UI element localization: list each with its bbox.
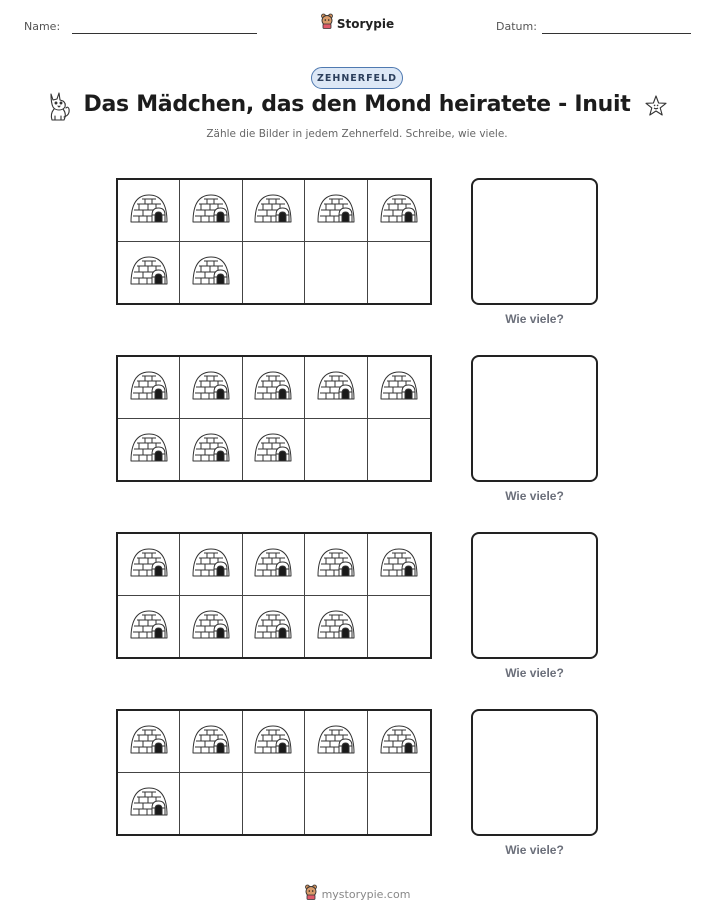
ten-frame-cell [368, 596, 430, 658]
igloo-icon [129, 430, 169, 469]
answer-label-1: Wie viele? [505, 312, 564, 326]
ten-frame-4 [116, 709, 432, 836]
igloo-icon [253, 545, 293, 584]
ten-frame-cell [368, 534, 430, 596]
ten-frame-cell [368, 773, 430, 835]
igloo-icon [379, 722, 419, 761]
ten-frame-cell [180, 773, 242, 835]
ten-frame-cell [118, 242, 180, 304]
ten-frame-cell [305, 357, 367, 419]
instructions: Zähle die Bilder in jedem Zehnerfeld. Schreibe, wie viele. [206, 128, 508, 140]
ten-frame-cell [118, 711, 180, 773]
answer-label-4: Wie viele? [505, 843, 564, 857]
igloo-icon [191, 722, 231, 761]
igloo-icon [253, 368, 293, 407]
ten-frame-cell [305, 242, 367, 304]
ten-frame-cell [243, 596, 305, 658]
ten-frame-cell [118, 773, 180, 835]
ten-frame-cell [305, 180, 367, 242]
ten-frame-cell [368, 180, 430, 242]
igloo-icon [253, 191, 293, 230]
brand-logo [0, 13, 714, 34]
ten-frame-cell [243, 357, 305, 419]
ten-frame-cell [118, 357, 180, 419]
igloo-icon [129, 722, 169, 761]
ten-frame-cell [368, 419, 430, 481]
ten-frame-cell [305, 419, 367, 481]
ten-frame-cell [305, 711, 367, 773]
date-line[interactable] [542, 33, 691, 34]
footer-url: mystorypie.com [321, 888, 411, 901]
igloo-icon [379, 545, 419, 584]
ten-frame-cell [368, 711, 430, 773]
ten-frame-cell [243, 419, 305, 481]
ten-frame-3 [116, 532, 432, 659]
ten-frame-1 [116, 178, 432, 305]
igloo-icon [129, 253, 169, 292]
igloo-icon [316, 722, 356, 761]
name-label: Name: [24, 20, 61, 33]
ten-frame-cell [243, 180, 305, 242]
ten-frame-cell [305, 534, 367, 596]
ten-frame-cell [180, 534, 242, 596]
igloo-icon [253, 722, 293, 761]
igloo-icon [316, 545, 356, 584]
igloo-icon [253, 607, 293, 646]
ten-frame-cell [180, 180, 242, 242]
ten-frame-cell [180, 357, 242, 419]
date-label: Datum: [496, 20, 537, 33]
igloo-icon [316, 607, 356, 646]
igloo-icon [129, 191, 169, 230]
ten-frame-cell [118, 180, 180, 242]
ten-frame-cell [180, 711, 242, 773]
answer-box-2[interactable] [471, 355, 598, 482]
ten-frame-cell [118, 419, 180, 481]
igloo-icon [379, 191, 419, 230]
ten-frame-cell [243, 242, 305, 304]
brand-name: Storypie [336, 16, 395, 31]
igloo-icon [129, 368, 169, 407]
storypie-mascot-icon [304, 884, 318, 905]
worksheet-type-badge: ZEHNERFELD [311, 67, 403, 89]
ten-frame-cell [243, 534, 305, 596]
ten-frame-cell [305, 773, 367, 835]
answer-label-3: Wie viele? [505, 666, 564, 680]
ten-frame-cell [180, 242, 242, 304]
igloo-icon [129, 545, 169, 584]
igloo-icon [191, 368, 231, 407]
igloo-icon [191, 607, 231, 646]
ten-frame-cell [243, 773, 305, 835]
ten-frame-cell [305, 596, 367, 658]
igloo-icon [191, 253, 231, 292]
igloo-icon [191, 191, 231, 230]
answer-label-2: Wie viele? [505, 489, 564, 503]
ten-frame-cell [368, 242, 430, 304]
igloo-icon [191, 430, 231, 469]
storypie-mascot-icon [320, 13, 334, 34]
answer-box-4[interactable] [471, 709, 598, 836]
ten-frame-cell [118, 534, 180, 596]
ten-frame-cell [243, 711, 305, 773]
ten-frame-cell [118, 596, 180, 658]
star-icon [645, 95, 667, 122]
ten-frame-2 [116, 355, 432, 482]
igloo-icon [379, 368, 419, 407]
igloo-icon [191, 545, 231, 584]
igloo-icon [316, 191, 356, 230]
ten-frame-cell [180, 596, 242, 658]
footer [0, 884, 714, 905]
ten-frame-cell [368, 357, 430, 419]
answer-box-1[interactable] [471, 178, 598, 305]
igloo-icon [129, 784, 169, 823]
igloo-icon [253, 430, 293, 469]
answer-box-3[interactable] [471, 532, 598, 659]
igloo-icon [316, 368, 356, 407]
ten-frame-cell [180, 419, 242, 481]
page-title: Das Mädchen, das den Mond heiratete - Inuit [83, 92, 631, 117]
igloo-icon [129, 607, 169, 646]
